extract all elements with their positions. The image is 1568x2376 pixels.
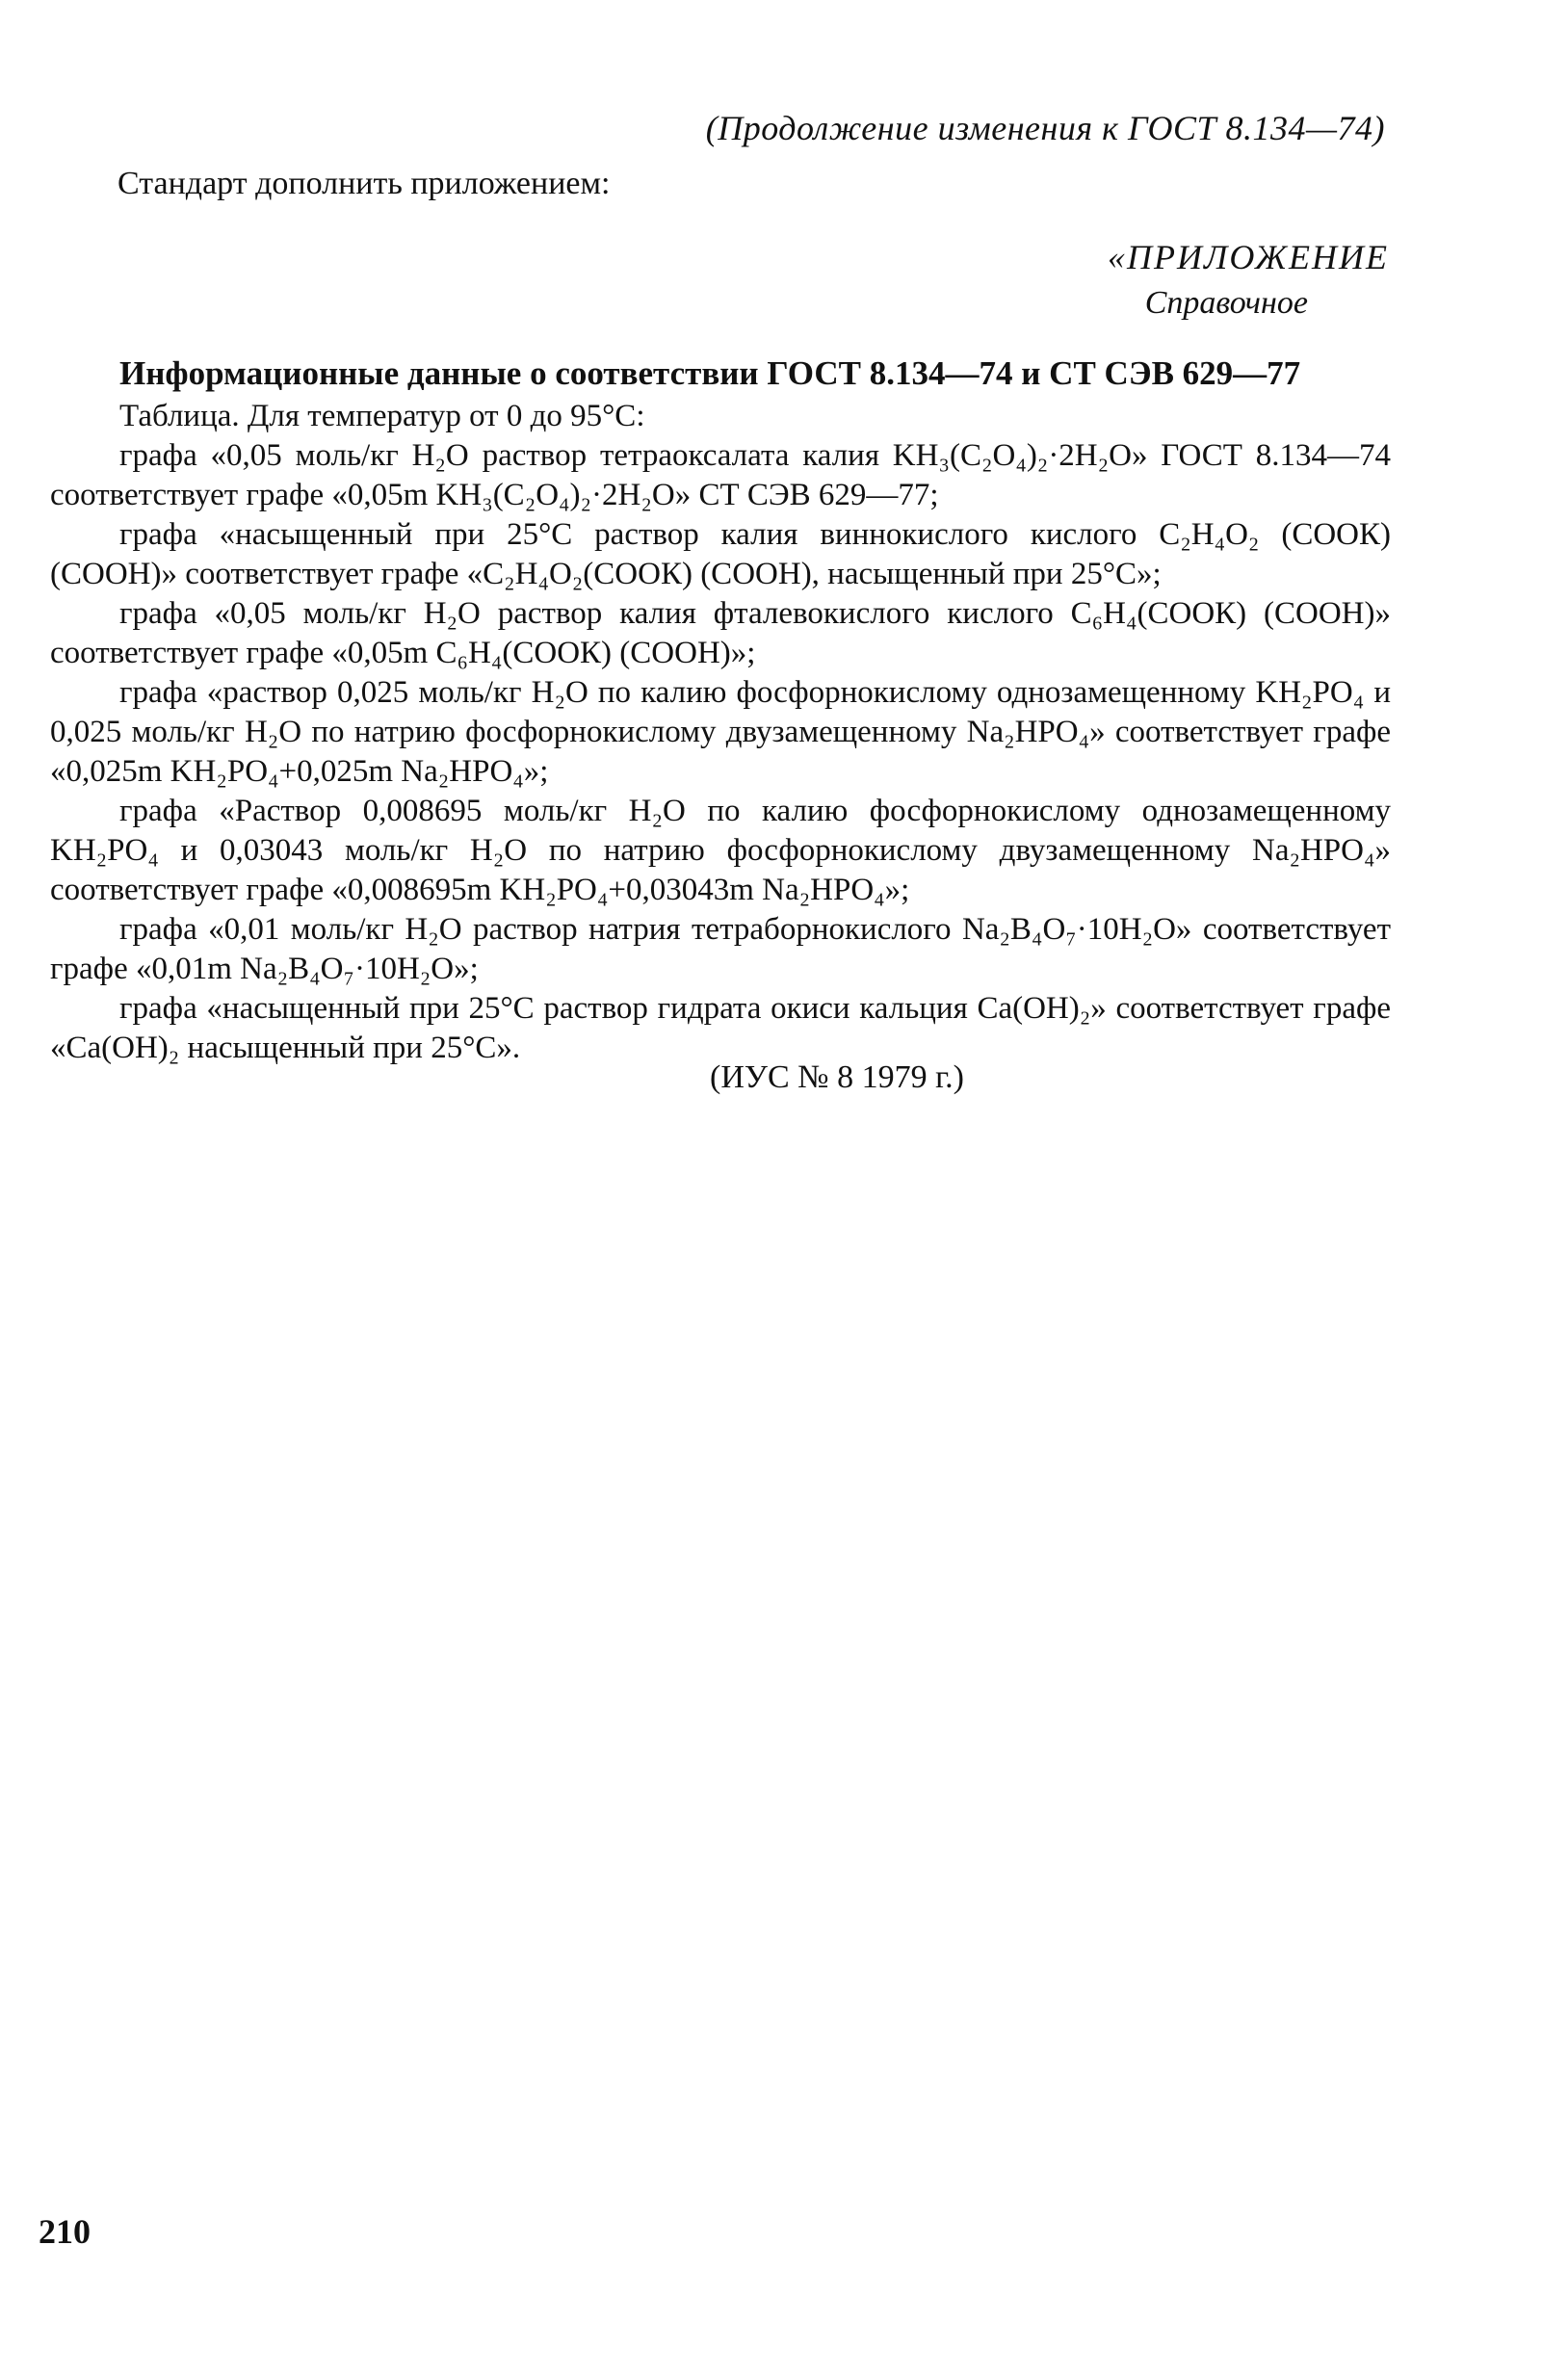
continuation-note: (Продолжение изменения к ГОСТ 8.134—74) (705, 109, 1385, 147)
paragraph-calcium-hydroxide: графа «насыщенный при 25°С раствор гидрата окиси кальция Ca(OH)₂» соответствует графе «Ca(OH)₂ насыщенный при 25°С». (50, 991, 1391, 1065)
paragraph-phthalate: графа «0,05 моль/кг H₂O раствор калия фталевокислого кислого C₆H₄(СООК) (СООН)» соответствует графе «0,05m C₆H₄(СООК) (СООН)»; (50, 596, 1391, 670)
page-number: 210 (39, 2212, 91, 2251)
section-body (50, 397, 1391, 1068)
paragraph-tetraoxalate: графа «0,05 моль/кг H₂O раствор тетраоксалата калия KH₃(C₂O₄)₂·2H₂O» ГОСТ 8.134—74 соответствует графе «0,05m KH₃(C₂O₄)₂·2H₂O» СТ СЭВ 629—77; (50, 438, 1391, 512)
section-heading: Информационные данные о соответствии ГОСТ 8.134—74 и СТ СЭВ 629—77 (119, 354, 1301, 392)
appendix-subtitle: Справочное (1144, 285, 1308, 321)
paragraph-borax: графа «0,01 моль/кг H₂O раствор натрия тетраборнокислого Na₂B₄O₇·10H₂O» соответствует графе «0,01m Na₂B₄O₇·10H₂O»; (50, 912, 1391, 986)
source-note: (ИУС № 8 1979 г.) (710, 1059, 964, 1095)
paragraph-table-note: Таблица. Для температур от 0 до 95°С: (119, 399, 645, 433)
paragraph-tartrate: графа «насыщенный при 25°С раствор калия виннокислого кислого C₂H₄O₂ (СООК) (СООН)» соответствует графе «C₂H₄O₂(СООК) (СООН), насыщенный при 25°С»; (50, 517, 1391, 591)
appendix-title: «ПРИЛОЖЕНИЕ (1108, 238, 1389, 276)
paragraph-phosphate-008695: графа «Раствор 0,008695 моль/кг H₂O по калию фосфорнокислому однозамещенному KH₂PO₄ и 0,03043 моль/кг H₂O по натрию фосфорнокислому двузамещенному Na₂HPO₄» соответствует графе «0,008695m KH₂PO₄+0,03043m Na₂HPO₄»; (50, 794, 1391, 907)
add-appendix-line: Стандарт дополнить приложением: (118, 166, 611, 201)
paragraph-phosphate-025: графа «раствор 0,025 моль/кг H₂O по калию фосфорнокислому однозамещенному KH₂PO₄ и 0,025 моль/кг H₂O по натрию фосфорнокислому двузамещенному Na₂HPO₄» соответствует графе «0,025m KH₂PO₄+0,025m Na₂HPO₄»; (50, 675, 1391, 789)
